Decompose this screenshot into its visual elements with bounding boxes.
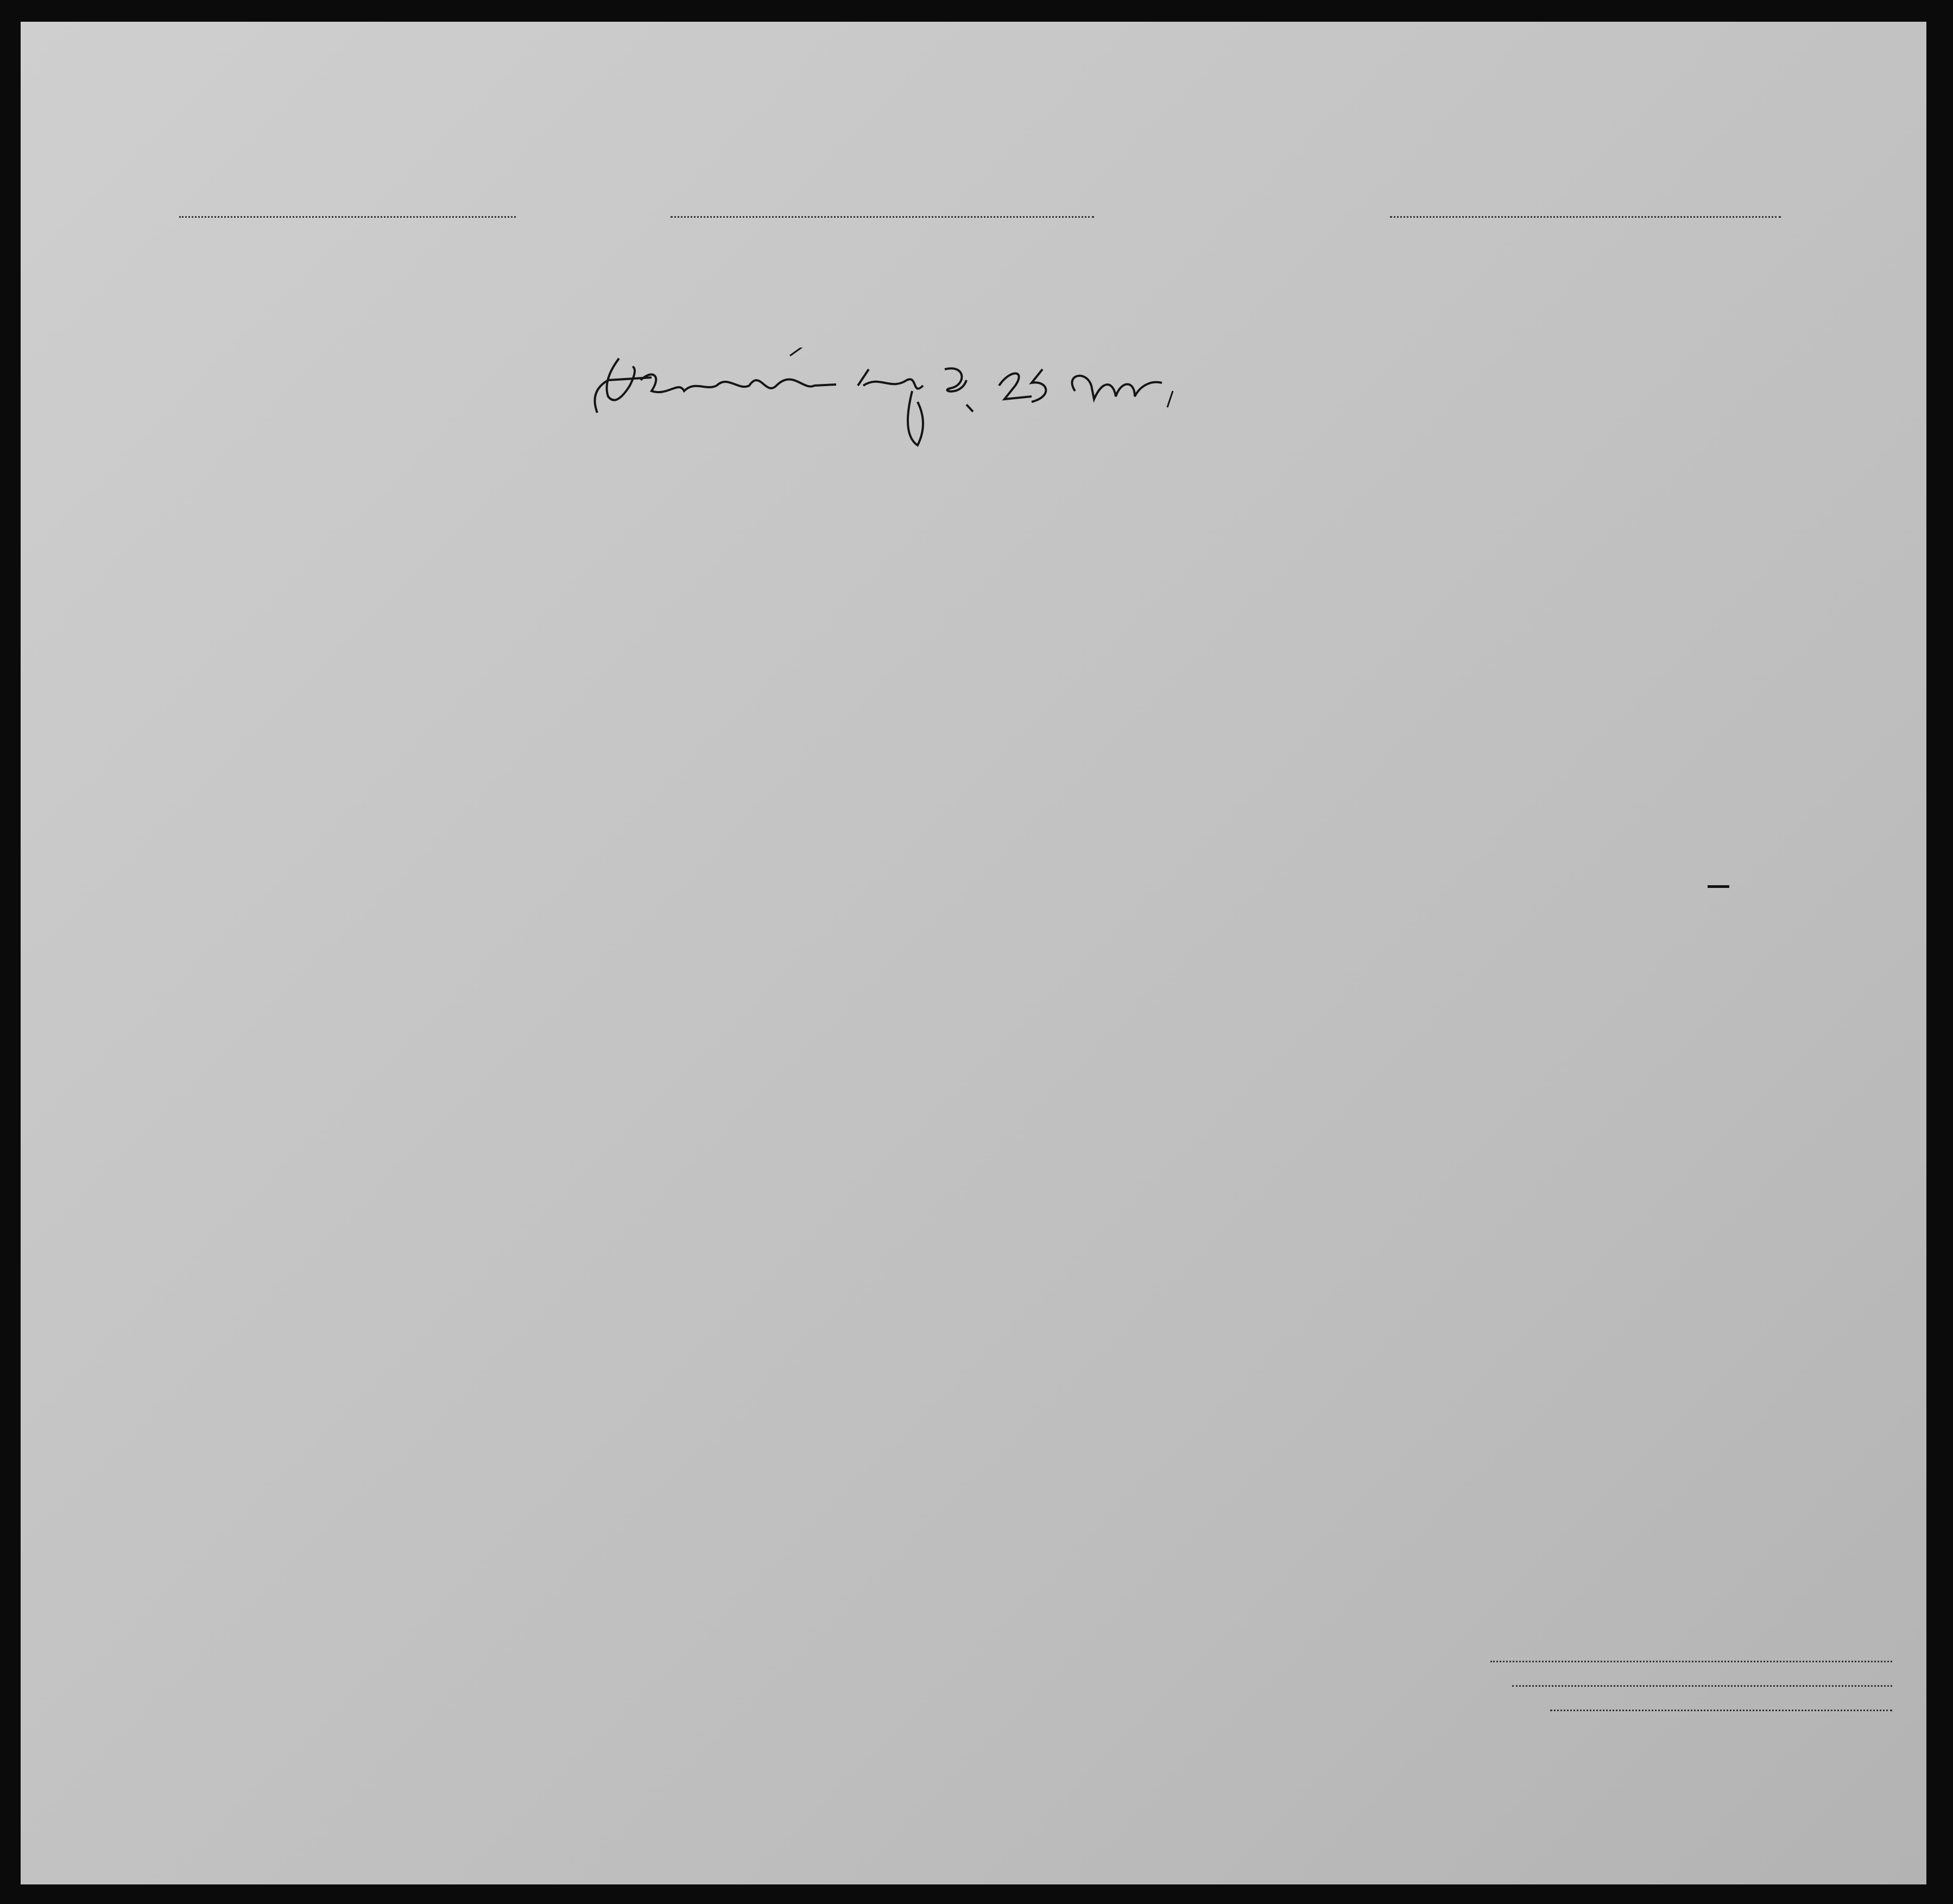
local-agents-field: [1550, 1710, 1892, 1711]
line-field: [1490, 1661, 1892, 1662]
inspector-signature: [586, 348, 1271, 478]
owners-field: [1512, 1685, 1892, 1687]
margin-dash-mark: [1708, 885, 1729, 888]
